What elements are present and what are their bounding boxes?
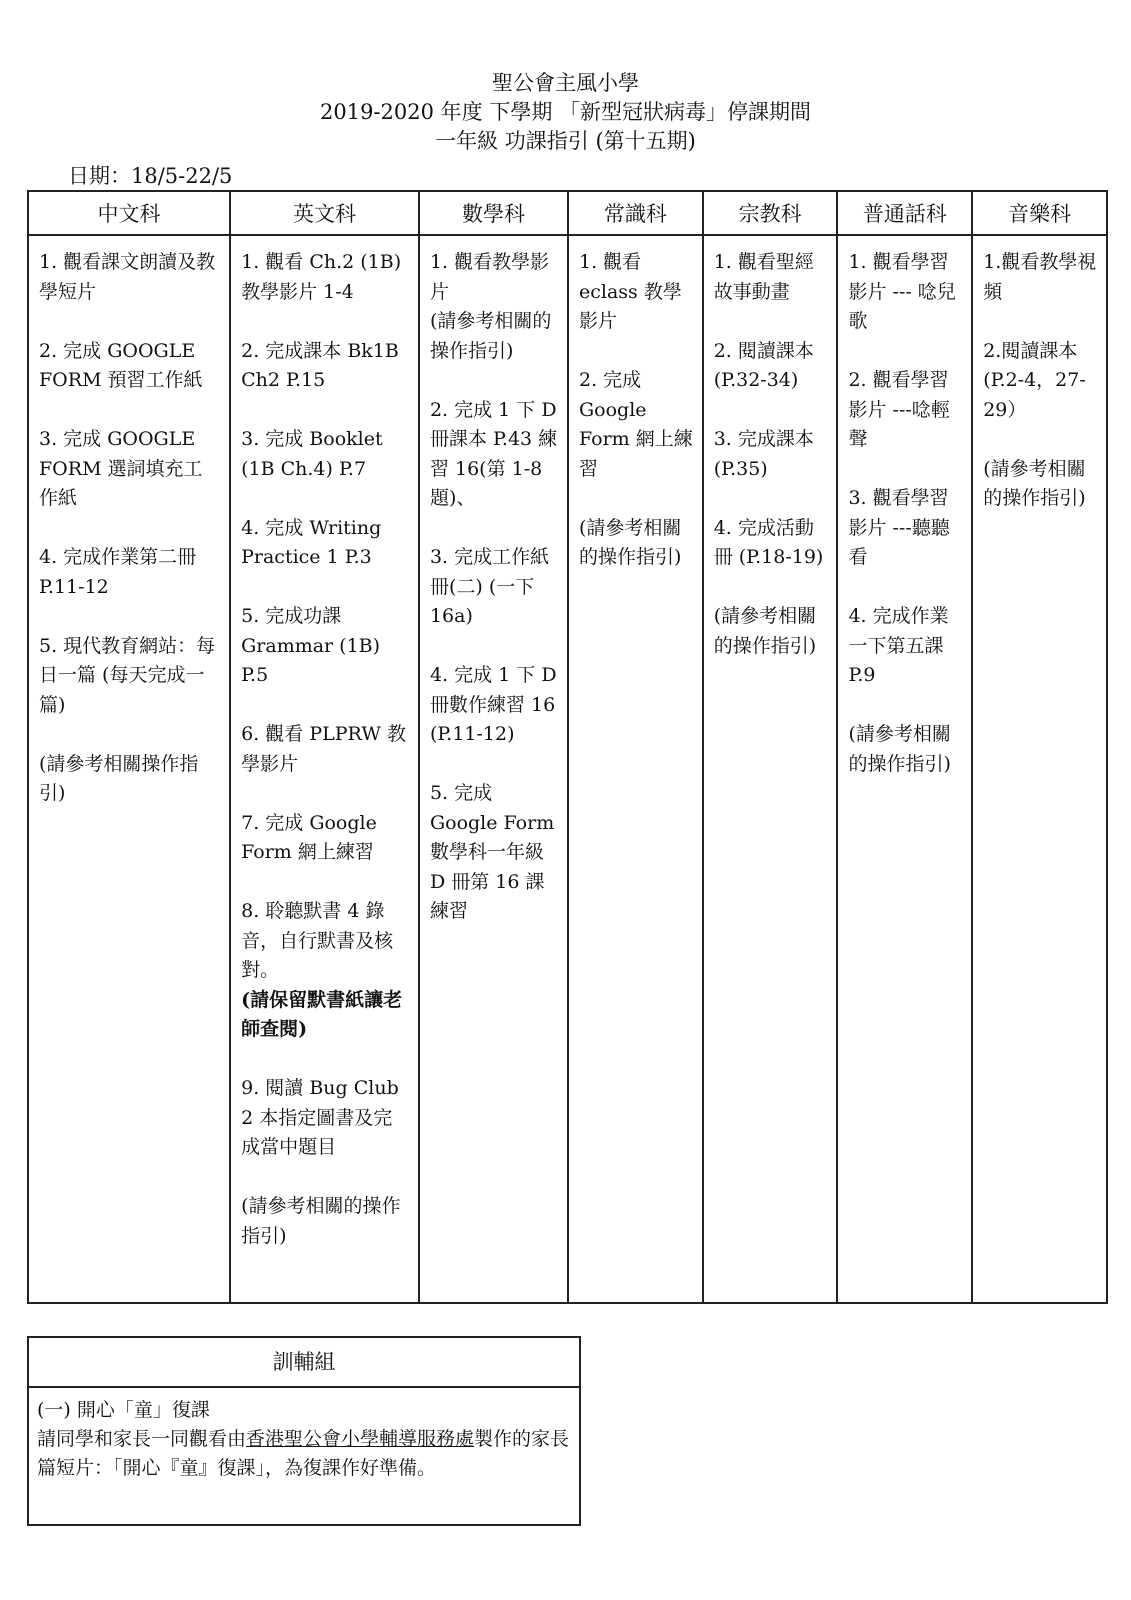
subject-header: 數學科 <box>419 191 568 235</box>
subject-header: 英文科 <box>230 191 419 235</box>
task-item: 8. 聆聽默書 4 錄音，自行默書及核對。 <box>241 900 394 981</box>
math-tasks <box>419 235 568 1303</box>
task-item: 7. 完成 Google Form 網上練習 <box>241 811 377 863</box>
task-item: 2. 閱讀課本 (P.32-34) <box>713 339 814 391</box>
task-item: 3. 觀看學習影片 ---聽聽看 <box>848 487 950 568</box>
subject-header-row <box>28 191 1107 235</box>
religion-tasks <box>703 235 838 1303</box>
subject-header: 普通話科 <box>837 191 972 235</box>
guide-note: (請參考相關操作指引) <box>39 752 199 804</box>
chinese-tasks <box>28 235 230 1303</box>
task-item: 1.觀看教學視頻 <box>983 251 1097 303</box>
task-item: 4. 完成作業第二冊 P.11-12 <box>39 546 197 598</box>
homework-guide-title: 一年級 功課指引 (第十五期) <box>435 129 696 153</box>
task-item: 5. 現代教育網站：每日一篇 (每天完成一篇) <box>39 634 216 716</box>
date-label: 日期：18/5-22/5 <box>68 164 233 188</box>
task-item: 4. 完成 1 下 D 冊數作練習 16 (P.11-12) <box>429 664 557 745</box>
task-item: 5. 完成功課 Grammar (1B) P.5 <box>241 605 381 686</box>
task-item: 3. 完成課本 (P.35) <box>713 428 814 480</box>
task-item: 9. 閱讀 Bug Club 2 本指定圖書及完成當中題目 <box>241 1077 399 1158</box>
guidance-box <box>27 1336 581 1526</box>
guide-note: (請參考相關的操作指引) <box>241 1195 401 1247</box>
task-item: 5. 完成 Google Form 數學科一年級 D 冊第 16 課練習 <box>429 782 555 922</box>
guidance-body <box>29 1388 579 1491</box>
task-item: 1. 觀看 eclass 教學影片 <box>578 251 682 332</box>
subject-header: 宗教科 <box>703 191 838 235</box>
task-item: 1. 觀看 Ch.2 (1B) 教學影片 1-4 <box>241 251 402 303</box>
english-tasks <box>230 235 419 1303</box>
subject-header: 常識科 <box>568 191 703 235</box>
task-item: 2. 完成 1 下 D 冊課本 P.43 練習 16(第 1-8 題)、 <box>429 398 558 509</box>
task-item: 3. 完成 Booklet (1B Ch.4) P.7 <box>241 428 383 480</box>
task-item: 4. 完成 Writing Practice 1 P.3 <box>241 516 382 568</box>
task-item: 2. 完成 Google Form 網上練習 <box>578 369 693 480</box>
task-row <box>28 235 1107 1303</box>
guidance-item-title: (一) 開心「童」復課 <box>37 1399 210 1421</box>
subject-header: 音樂科 <box>972 191 1107 235</box>
task-item: 2. 完成課本 Bk1B Ch2 P.15 <box>241 339 399 391</box>
task-item: 1. 觀看聖經故事動畫 <box>713 251 814 303</box>
task-item: 3. 完成工作紙冊(二) (一下 16a) <box>429 546 550 627</box>
guide-note: (請參考相關的操作指引) <box>578 516 682 568</box>
guidance-text-before: 請同學和家長一同觀看由 <box>37 1428 247 1450</box>
putonghua-tasks <box>837 235 972 1303</box>
guide-note: (請參考相關的操作指引) <box>848 723 951 775</box>
general-studies-tasks <box>568 235 703 1303</box>
task-item: 4. 完成活動冊 (P.18-19) <box>713 516 824 568</box>
guide-note: (請參考相關的操作指引) <box>713 605 817 657</box>
task-item: 3. 完成 GOOGLE FORM 選詞填充工作紙 <box>39 428 203 509</box>
task-item: 2.閱讀課本 (P.2-4，27-29） <box>983 339 1086 421</box>
guide-note: (請參考相關的操作指引) <box>429 310 552 362</box>
task-item: 2. 觀看學習影片 ---唸輕聲 <box>848 369 950 450</box>
task-item: 1. 觀看教學影片 <box>429 251 550 303</box>
guidance-text <box>37 1425 571 1483</box>
guidance-heading: 訓輔組 <box>29 1338 579 1388</box>
music-tasks <box>972 235 1107 1303</box>
task-item: 2. 完成 GOOGLE FORM 預習工作紙 <box>39 339 203 391</box>
term-title: 2019-2020 年度 下學期 「新型冠狀病毒」停課期間 <box>319 100 811 124</box>
school-name: 聖公會主風小學 <box>492 71 639 95</box>
task-item: 1. 觀看課文朗讀及教學短片 <box>39 251 216 303</box>
task-item: 1. 觀看學習影片 --- 唸兒歌 <box>848 251 956 332</box>
dictation-reminder: (請保留默書紙讓老師查閱) <box>241 988 403 1040</box>
counselling-service-link[interactable]: 香港聖公會小學輔導服務處 <box>246 1428 475 1450</box>
homework-table <box>27 190 1108 1304</box>
subject-header: 中文科 <box>28 191 230 235</box>
guide-note: (請參考相關的操作指引) <box>983 457 1086 509</box>
guidance-text-after: 製作的家長篇短片：「開心『童』復課」，為復課作好準備。 <box>37 1428 570 1479</box>
task-item: 4. 完成作業一下第五課 P.9 <box>848 605 949 686</box>
task-item: 6. 觀看 PLPRW 教學影片 <box>241 723 406 775</box>
